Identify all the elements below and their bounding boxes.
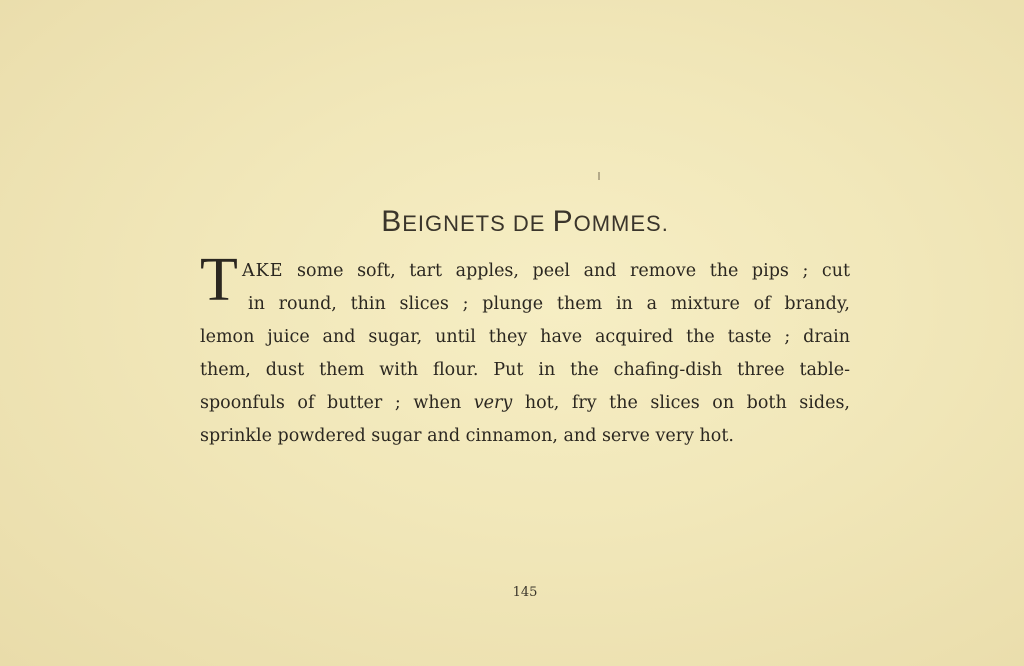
body-line-1: AKE some soft, tart apples, peel and remove the pips ; cut — [242, 261, 850, 281]
body-line-6: sprinkle powdered sugar and cinnamon, and serve very hot. — [200, 426, 734, 446]
recipe-title: BEIGNETS DE POMMES. — [381, 205, 669, 238]
body-line-3: lemon juice and sugar, until they have acquired the taste ; drain — [200, 327, 850, 347]
body-line-4: them, dust them with flour. Put in the chafing-dish three table- — [200, 360, 850, 380]
body-line-2: in round, thin slices ; plunge them in a mixture of brandy, — [248, 294, 850, 314]
recipe-body — [200, 246, 850, 453]
body-line-5: spoonfuls of butter ; when very hot, fry the slices on both sides, — [200, 393, 850, 413]
page-number: 145 — [512, 585, 538, 600]
ink-speck — [598, 172, 600, 180]
emphasis-text: very — [473, 393, 513, 413]
drop-cap: T — [200, 246, 238, 314]
